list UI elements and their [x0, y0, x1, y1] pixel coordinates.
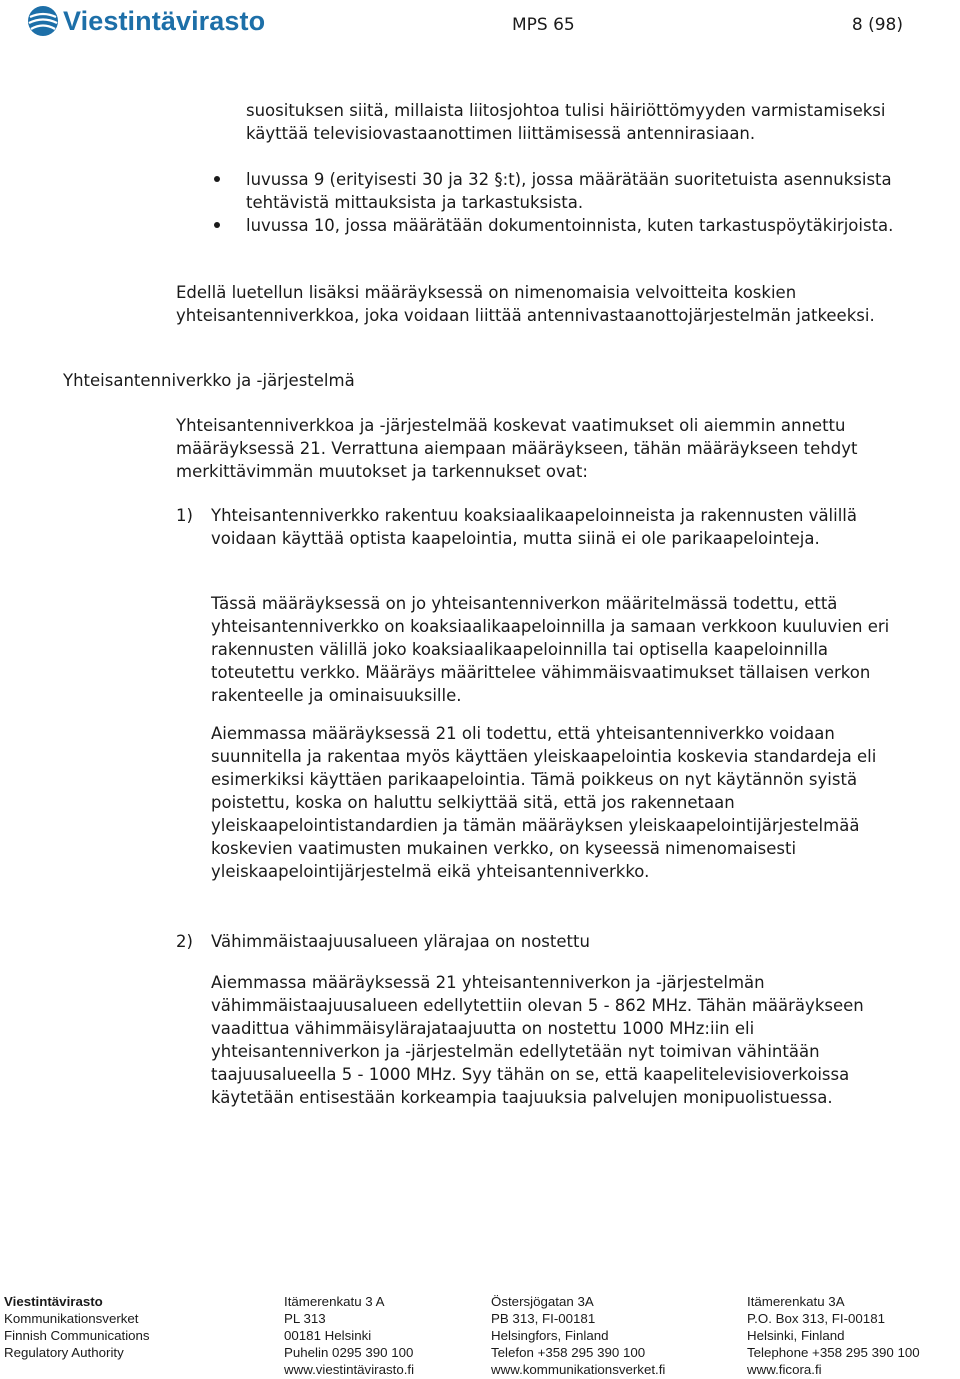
footer-link[interactable]: www.viestintävirasto.fi [284, 1362, 415, 1377]
footer-line: PB 313, FI-00181 [491, 1311, 596, 1326]
footer-line: Finnish Communications [4, 1328, 150, 1343]
bullet-item: luvussa 9 (erityisesti 30 ja 32 §:t), jossa määrätään suoritetuista asennuksista tehtävistä mittauksista ja tarkastuksista. [246, 170, 892, 212]
footer-line: Helsingfors, Finland [491, 1328, 609, 1343]
numbered-item-1: Yhteisantenniverkko rakentuu koaksiaalikaapeloinneista ja rakennusten välillä voidaan käyttää optista kaapelointia, mutta siinä ei ole parikaapelointeja. [211, 506, 858, 548]
item1-paragraph-2: Aiemmassa määräyksessä 21 oli todettu, että yhteisantenniverkko voidaan suunnitella ja rakentaa myös käyttäen yleiskaapelointia koskevia standardeja eli esimerkiksi käyttäen parikaapelointia. Tämä poikkeus on nyt käytännön syistä poistettu, koska on haluttu selkiyttää sitä, että jos rakennetaan yleiskaapelointistandardien ja tämän määräyksen yleiskaapelointijärjestelmää koskevien vaatimusten mukainen verkko, on kyseessä nimenomaisesti yleiskaapelointijärjestelmä eikä yhteisantenniverkko. [211, 724, 877, 881]
footer-col-finnish [284, 1293, 414, 1378]
item2-paragraph: Aiemmassa määräyksessä 21 yhteisantenniverkon ja -järjestelmän vähimmäistaajuusalueen edellytettiin olevan 5 - 862 MHz. Tähän määräykseen vaadittua vähimmäisylärajataajuutta on nostettu 1000 MHz:iin eli yhteisantenniverkon ja -järjestelmän edellytetään nyt toimivan vähintään taajuusalueella 5 - 1000 MHz. Syy tähän on se, että kaapelitelevisioverkoissa käytetään entisestään korkeampia taajuuksia palvelujen monipuolistuessa. [211, 973, 864, 1107]
agency-logo [27, 5, 265, 37]
page-number: 8 (98) [851, 15, 903, 35]
paragraph-intro: Yhteisantenniverkkoa ja -järjestelmää koskevat vaatimukset oli aiemmin annettu määräyksessä 21. Verrattuna aiempaan määräykseen, tähän määräykseen tehdyt merkittävimmän muutokset ja tarkennukset ovat: [176, 416, 858, 481]
footer-link[interactable]: www.kommunikationsverket.fi [491, 1362, 666, 1377]
footer-link[interactable]: www.ficora.fi [747, 1362, 822, 1377]
globe-logo-icon [27, 5, 59, 37]
footer-col-agency [4, 1293, 150, 1361]
footer-agency-name: Viestintävirasto [4, 1294, 103, 1309]
section-heading: Yhteisantenniverkko ja -järjestelmä [63, 371, 355, 390]
footer-line: Regulatory Authority [4, 1345, 124, 1360]
footer-line: Itämerenkatu 3A [747, 1294, 845, 1309]
page-header [0, 0, 960, 56]
document-id: MPS 65 [512, 15, 575, 35]
footer-line: P.O. Box 313, FI-00181 [747, 1311, 885, 1326]
bullet-item: luvussa 10, jossa määrätään dokumentoinnista, kuten tarkastuspöytäkirjoista. [246, 216, 894, 235]
logo-wordmark: Viestintävirasto [63, 5, 266, 36]
footer-line: PL 313 [284, 1311, 326, 1326]
footer-line: Östersjögatan 3A [491, 1294, 594, 1309]
paragraph-edella: Edellä luetellun lisäksi määräyksessä on nimenomaisia velvoitteita koskien yhteisantenniverkkoa, joka voidaan liittää antennivastaanottojärjestelmän jatkeeksi. [176, 283, 875, 325]
bullet-dot-icon [214, 222, 220, 228]
footer-line: Kommunikationsverket [4, 1311, 139, 1326]
footer-line: Helsinki, Finland [747, 1328, 845, 1343]
bullet-dot-icon [214, 176, 220, 182]
continued-paragraph: suosituksen siitä, millaista liitosjohtoa tulisi häiriöttömyyden varmistamiseksi käyttää televisiovastaanottimen liittämisessä antennirasiaan. [246, 101, 886, 143]
list-number: 2) [176, 932, 193, 951]
footer-line: Puhelin 0295 390 100 [284, 1345, 414, 1360]
item1-paragraph-1: Tässä määräyksessä on jo yhteisantenniverkon määritelmässä todettu, että yhteisantenniverkko on koaksiaalikaapeloinnilla ja samaan verkkoon kuuluvien eri rakennusten välillä joko koaksiaalikaapeloinnilla tai optisella kaapeloinnilla toteutettu verkko. Määräys määrittelee vähimmäisvaatimukset tällaisen verkon rakenteelle ja ominaisuuksille. [211, 594, 890, 705]
numbered-item-2: Vähimmäistaajuusalueen ylärajaa on nostettu [211, 932, 590, 951]
footer-line: 00181 Helsinki [284, 1328, 372, 1343]
list-number: 1) [176, 506, 193, 525]
footer-col-english [747, 1293, 920, 1378]
footer-line: Telefon +358 295 390 100 [491, 1345, 646, 1360]
footer-line: Telephone +358 295 390 100 [747, 1345, 920, 1360]
footer-line: Itämerenkatu 3 A [284, 1294, 385, 1309]
footer-col-swedish [491, 1293, 665, 1378]
